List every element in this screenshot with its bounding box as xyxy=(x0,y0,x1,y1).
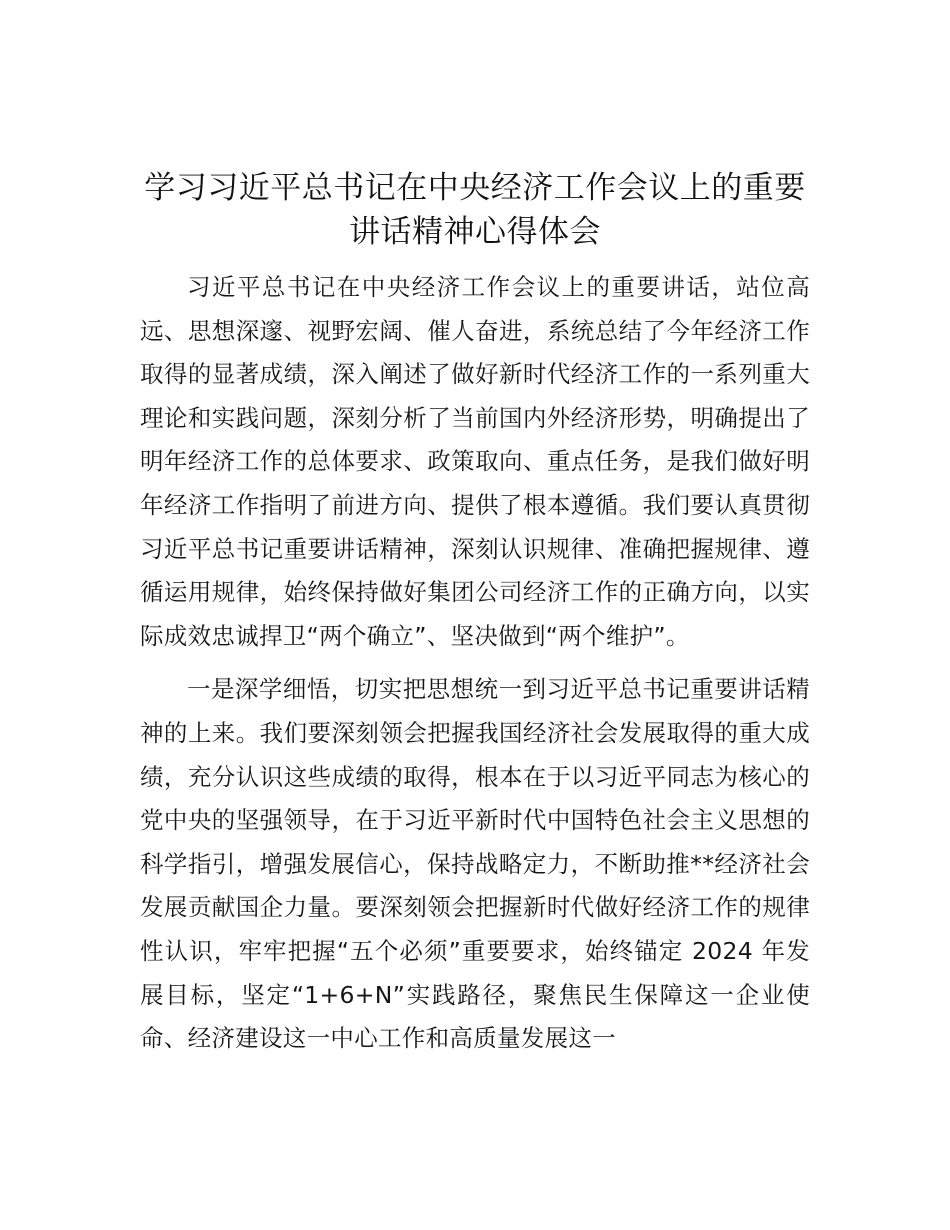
document-body xyxy=(140,266,810,1061)
paragraph-point-one: 一是深学细悟，切实把思想统一到习近平总书记重要讲话精神的上来。我们要深刻领会把握我国经济社会发展取得的重大成绩，充分认识这些成绩的取得，根本在于以习近平同志为核心的党中央的坚强领导，在于习近平新时代中国特色社会主义思想的科学指引，增强发展信心，保持战略定力，不断助推**经济社会发展贡献国企力量。要深刻领会把握新时代做好经济工作的规律性认识，牢牢把握“五个必须”重要要求，始终锚定 2024 年发展目标，坚定“1+6+N”实践路径，聚焦民生保障这一企业使命、经济建设这一中心工作和高质量发展这一 xyxy=(140,675,810,1053)
document-title: 学习习近平总书记在中央经济工作会议上的重要讲话精神心得体会 xyxy=(144,170,806,250)
paragraph-intro: 习近平总书记在中央经济工作会议上的重要讲话，站位高远、思想深邃、视野宏阔、催人奋进，系统总结了今年经济工作取得的显著成绩，深入阐述了做好新时代经济工作的一系列重大理论和实践问题，深刻分析了当前国内外经济形势，明确提出了明年经济工作的总体要求、政策取向、重点任务，是我们做好明年经济工作指明了前进方向、提供了根本遵循。我们要认真贯彻习近平总书记重要讲话精神，深刻认识规律、准确把握规律、遵循运用规律，始终保持做好集团公司经济工作的正确方向，以实际成效忠诚捍卫“两个确立”、坚决做到“两个维护”。 xyxy=(140,273,810,650)
